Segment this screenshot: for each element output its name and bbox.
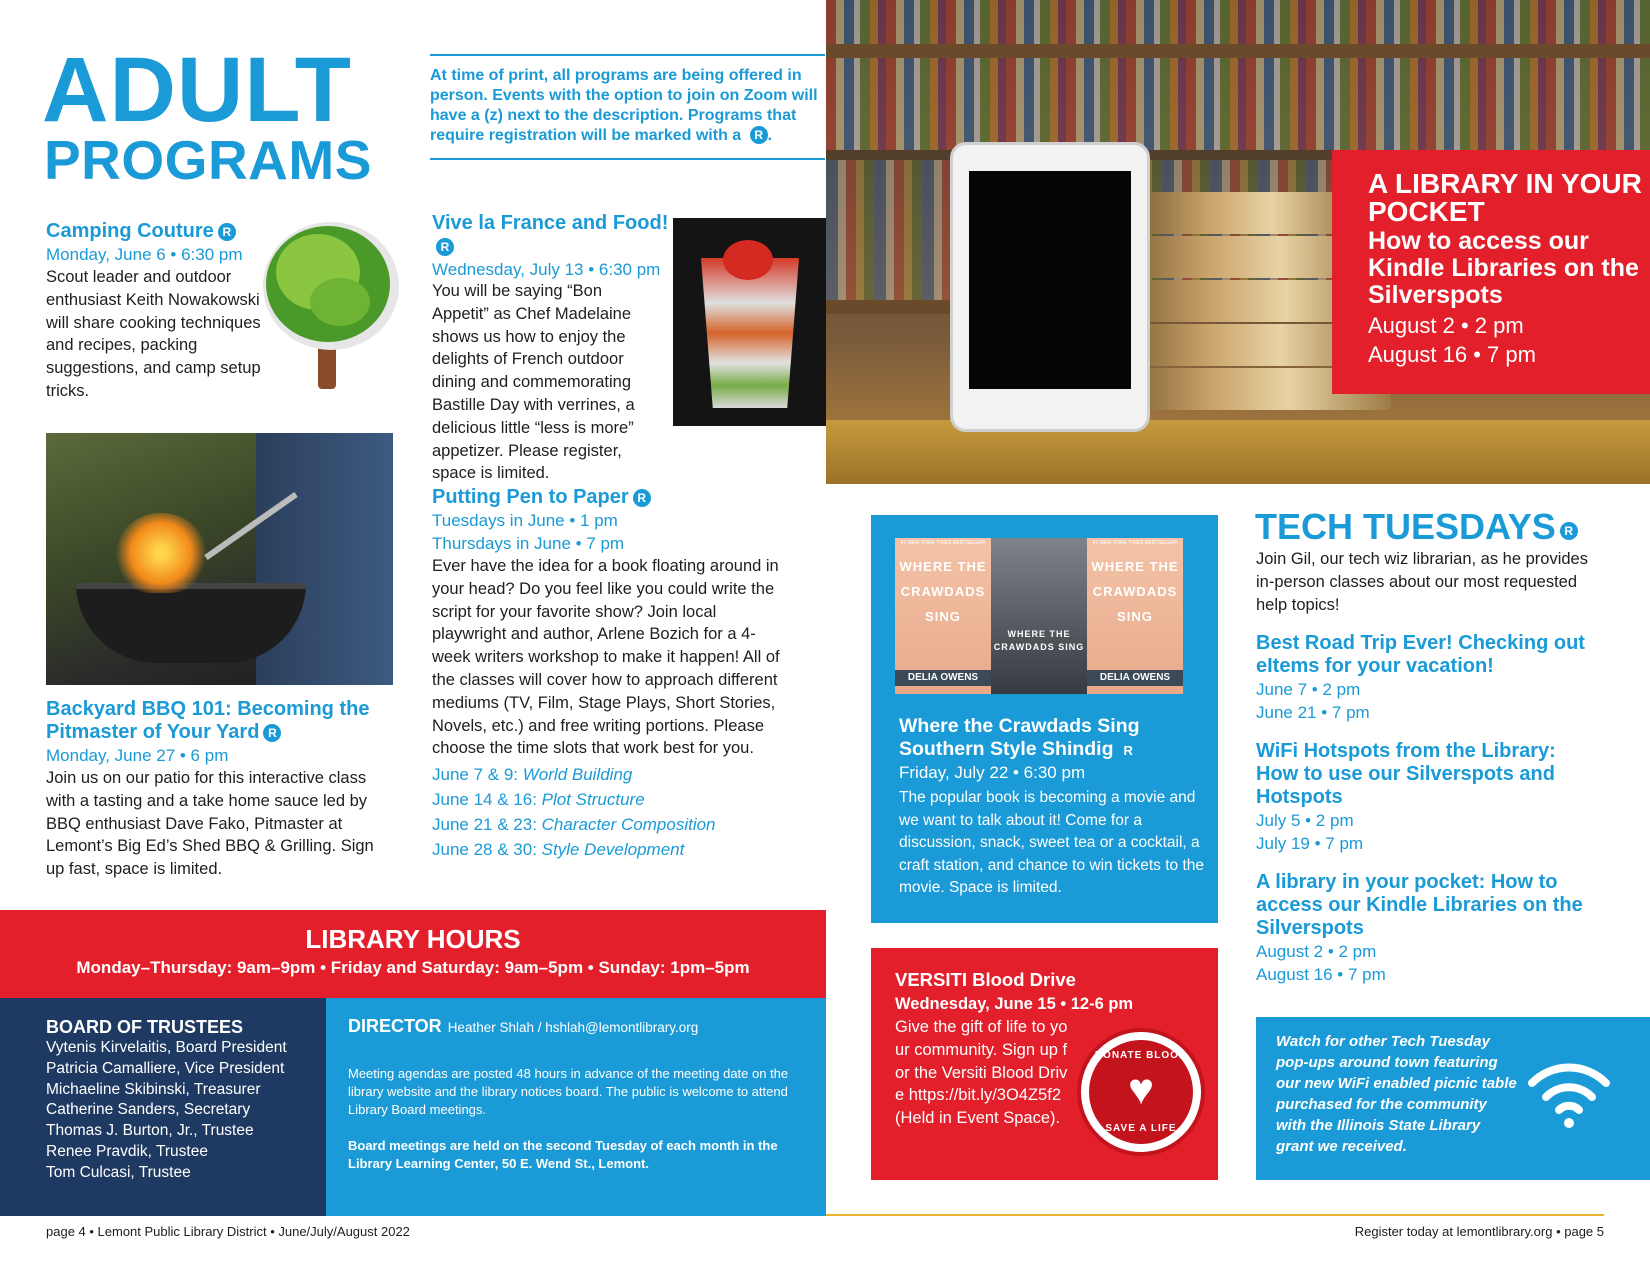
page-title: ADULT [42,39,352,141]
footer-left: page 4 • Lemont Public Library District • June/July/August 2022 [46,1224,410,1239]
event-description: Give the gift of life to your community. Sign up for the Versiti Blood Drive https://bit.ly/3O4Z5f2 (Held in Event Space). [895,1018,1068,1128]
verrine-photo [673,218,826,426]
bbq-photo [46,433,393,685]
france-event [432,212,672,281]
bbq-event [46,698,396,881]
event-title: Backyard BBQ 101: Becoming the Pitmaster of Your Yard R [46,698,370,743]
registration-icon: R [633,489,651,507]
event-date: Friday, July 22 • 6:30 pm [899,763,1086,782]
event-date-1: Tuesdays in June • 1 pm [432,511,618,530]
event-title: Vive la France and Food!R [432,212,669,254]
cover-author: DELIA OWENS [895,670,991,686]
pocket-subtitle: How to access our Kindle Libraries on the Silverspots [1368,227,1639,309]
pocket-panel [1332,150,1650,394]
pen-event [432,486,782,862]
apron [256,433,393,685]
trustees-title: BOARD OF TRUSTEES [46,1017,244,1037]
tree-icon [256,214,406,394]
session-date-1: August 2 • 2 pm [1256,942,1377,962]
hours-title: LIBRARY HOURS [305,924,521,954]
cover-title: WHERE THE CRAWDADS SING [1091,559,1179,624]
board-of-trustees [0,998,326,1216]
event-description: Scout leader and outdoor enthusiast Keith Nowakowski will share cooking techniques and recipes, packing suggestions, and camp setup tricks. [46,268,261,400]
event-date: Wednesday, July 13 • 6:30 pm [432,260,661,279]
session-list [432,762,782,862]
strawberry [723,240,773,280]
registration-icon: R [263,724,281,742]
badge-top-text: DONATE BLOOD [1094,1050,1188,1061]
cover-title: WHERE THE CRAWDADS SING [899,559,987,624]
flames [116,513,206,593]
shelf [826,44,1650,58]
badge-bottom-text: SAVE A LIFE [1105,1123,1177,1134]
tech-session [1256,740,1596,855]
heart-icon: ♥ [1127,1064,1155,1114]
cover-banner: #1 NEW YORK TIMES BESTSELLER [1092,540,1178,546]
registration-icon: R [750,126,768,144]
donate-blood-badge [1077,1028,1205,1156]
trustee-member: Catherine Sanders, Secretary [46,1101,251,1119]
page-subtitle: PROGRAMS [44,129,372,191]
event-date: Monday, June 27 • 6 pm [46,746,229,765]
trustee-member: Renee Pravdik, Trustee [46,1142,208,1160]
session-date-2: June 21 • 7 pm [1256,703,1370,723]
session-title: A library in your pocket: How to access our Kindle Libraries on the Silverspots [1256,871,1583,940]
france-description: You will be saying “Bon Appetit” as Chef Madelaine shows us how to enjoy the delights of French outdoor dining and commemorating Bastille Day with verrines, a delicious little “less is more” appetizer. Please register, space is limited. [432,282,635,483]
trustee-member: Thomas J. Burton, Jr., Trustee [46,1122,254,1140]
trustee-member: Vytenis Kirvelaitis, Board President [46,1039,287,1056]
event-title: Where the Crawdads Sing Southern Style Shindig R [899,715,1140,760]
footer-right: Register today at lemontlibrary.org • page 5 [1354,1224,1604,1239]
tablet-device [950,142,1150,432]
book-stack [1146,192,1356,234]
table [826,420,1650,484]
registration-icon: R [1560,522,1578,540]
session-title: Best Road Trip Ever! Checking out eItems for your vacation! [1256,632,1585,678]
wifi-note: Watch for other Tech Tuesday pop-ups around town featuring our new WiFi enabled picnic table purchased for the community with the Illinois State Library grant we received. [1276,1033,1517,1155]
director-text: Meeting agendas are posted 48 hours in advance of the meeting date on the library website and the library notices board. The public is welcome to attend Library Board meetings. [348,1066,789,1117]
hours-line: Monday–Thursday: 9am–9pm • Friday and Saturday: 9am–5pm • Sunday: 1pm–5pm [76,958,750,977]
cover-banner: #1 NEW YORK TIMES BESTSELLER [900,540,986,546]
wifi-note-box [1256,1017,1650,1180]
director-title: DIRECTOR [348,1016,442,1036]
registration-icon: R [218,223,236,241]
registration-icon: R [1123,743,1133,758]
cover-author: DELIA OWENS [1087,670,1183,686]
session-date-2: August 16 • 7 pm [1256,965,1386,985]
verrine-glass [701,258,799,408]
book-cover [895,538,991,694]
crawdads-event [871,515,1218,923]
book-cover-movie [991,538,1087,694]
library-hours [0,910,826,998]
pocket-title: A LIBRARY IN YOUR POCKET [1368,168,1642,227]
bookshelf-top [826,0,1650,150]
registration-icon: R [436,238,454,256]
session-date-1: July 5 • 2 pm [1256,811,1354,831]
session-item: June 7 & 9: World Building [432,765,633,785]
cover-title: WHERE THE CRAWDADS SING [993,629,1085,652]
session-item: June 21 & 23: Character Composition [432,815,716,835]
footer-divider [826,1214,1604,1216]
tablet-screen [969,171,1131,389]
tech-intro: Join Gil, our tech wiz librarian, as he provides in-person classes about our most requested help topics! [1256,550,1588,614]
session-item: June 28 & 30: Style Development [432,840,685,860]
wifi-icon [1524,1053,1614,1129]
notice-text: At time of print, all programs are being offered in person. Events with the option to join on Zoom will have a (z) next to the description. Programs that require registration will be marked with a [430,67,818,144]
director-panel [326,998,826,1216]
event-title: Putting Pen to Paper R [432,486,782,509]
print-notice [430,54,825,160]
pocket-date-1: August 2 • 2 pm [1368,313,1524,338]
event-description: Ever have the idea for a book floating around in your head? Do you feel like you could write the script for your favorite show? Join local playwright and author, Arlene Bozich for a 4-week writers workshop to make it happen! All of the classes will cover how to approach different mediums (TV, Film, Stage Plays, Short Stories, Novels, etc.) and free writing portions. Please choose the time slots that work best for you. [432,557,780,758]
session-item: June 14 & 16: Plot Structure [432,790,645,810]
event-date: Monday, June 6 • 6:30 pm [46,245,243,264]
event-title: Camping Couture R [46,220,281,243]
tech-title: TECH TUESDAYS R [1255,507,1578,547]
event-description: Join us on our patio for this interactive class with a tasting and a take home sauce led by BBQ enthusiast Dave Fako, Pitmaster at Lemont’s Big Ed’s Shed BBQ & Grilling. Sign up fast, space is limited. [46,769,374,879]
book-cover [1087,538,1183,694]
event-date: Wednesday, June 15 • 12-6 pm [895,995,1134,1013]
tech-session [1256,871,1596,986]
notice-end: . [767,127,773,144]
blood-drive-event [871,948,1218,1180]
trustee-member: Patricia Camalliere, Vice President [46,1059,285,1077]
tech-session [1256,632,1596,724]
event-title: VERSITI Blood Drive [895,969,1076,990]
director-bold-text: Board meetings are held on the second Tuesday of each month in the Library Learning Center, 50 E. Wend St., Lemont. [348,1138,778,1171]
director-heading [348,1016,796,1037]
trustee-member: Tom Culcasi, Trustee [46,1163,191,1181]
director-name: Heather Shlah / hshlah@lemontlibrary.org [447,1020,699,1035]
event-date-2: Thursdays in June • 7 pm [432,534,625,553]
session-title: WiFi Hotspots from the Library: How to use our Silverspots and Hotspots [1256,740,1556,809]
camping-event [46,220,281,403]
tech-sessions [1256,548,1596,986]
trustee-member: Michaeline Skibinski, Treasurer [46,1080,261,1098]
session-date-1: June 7 • 2 pm [1256,680,1361,700]
event-description: The popular book is becoming a movie and we want to talk about it! Come for a discussion, snack, sweet tea or a cocktail, a craft station, and chance to win tickets to the movie. Space is limited. [899,789,1204,896]
pocket-date-2: August 16 • 7 pm [1368,342,1536,367]
session-date-2: July 19 • 7 pm [1256,834,1364,854]
